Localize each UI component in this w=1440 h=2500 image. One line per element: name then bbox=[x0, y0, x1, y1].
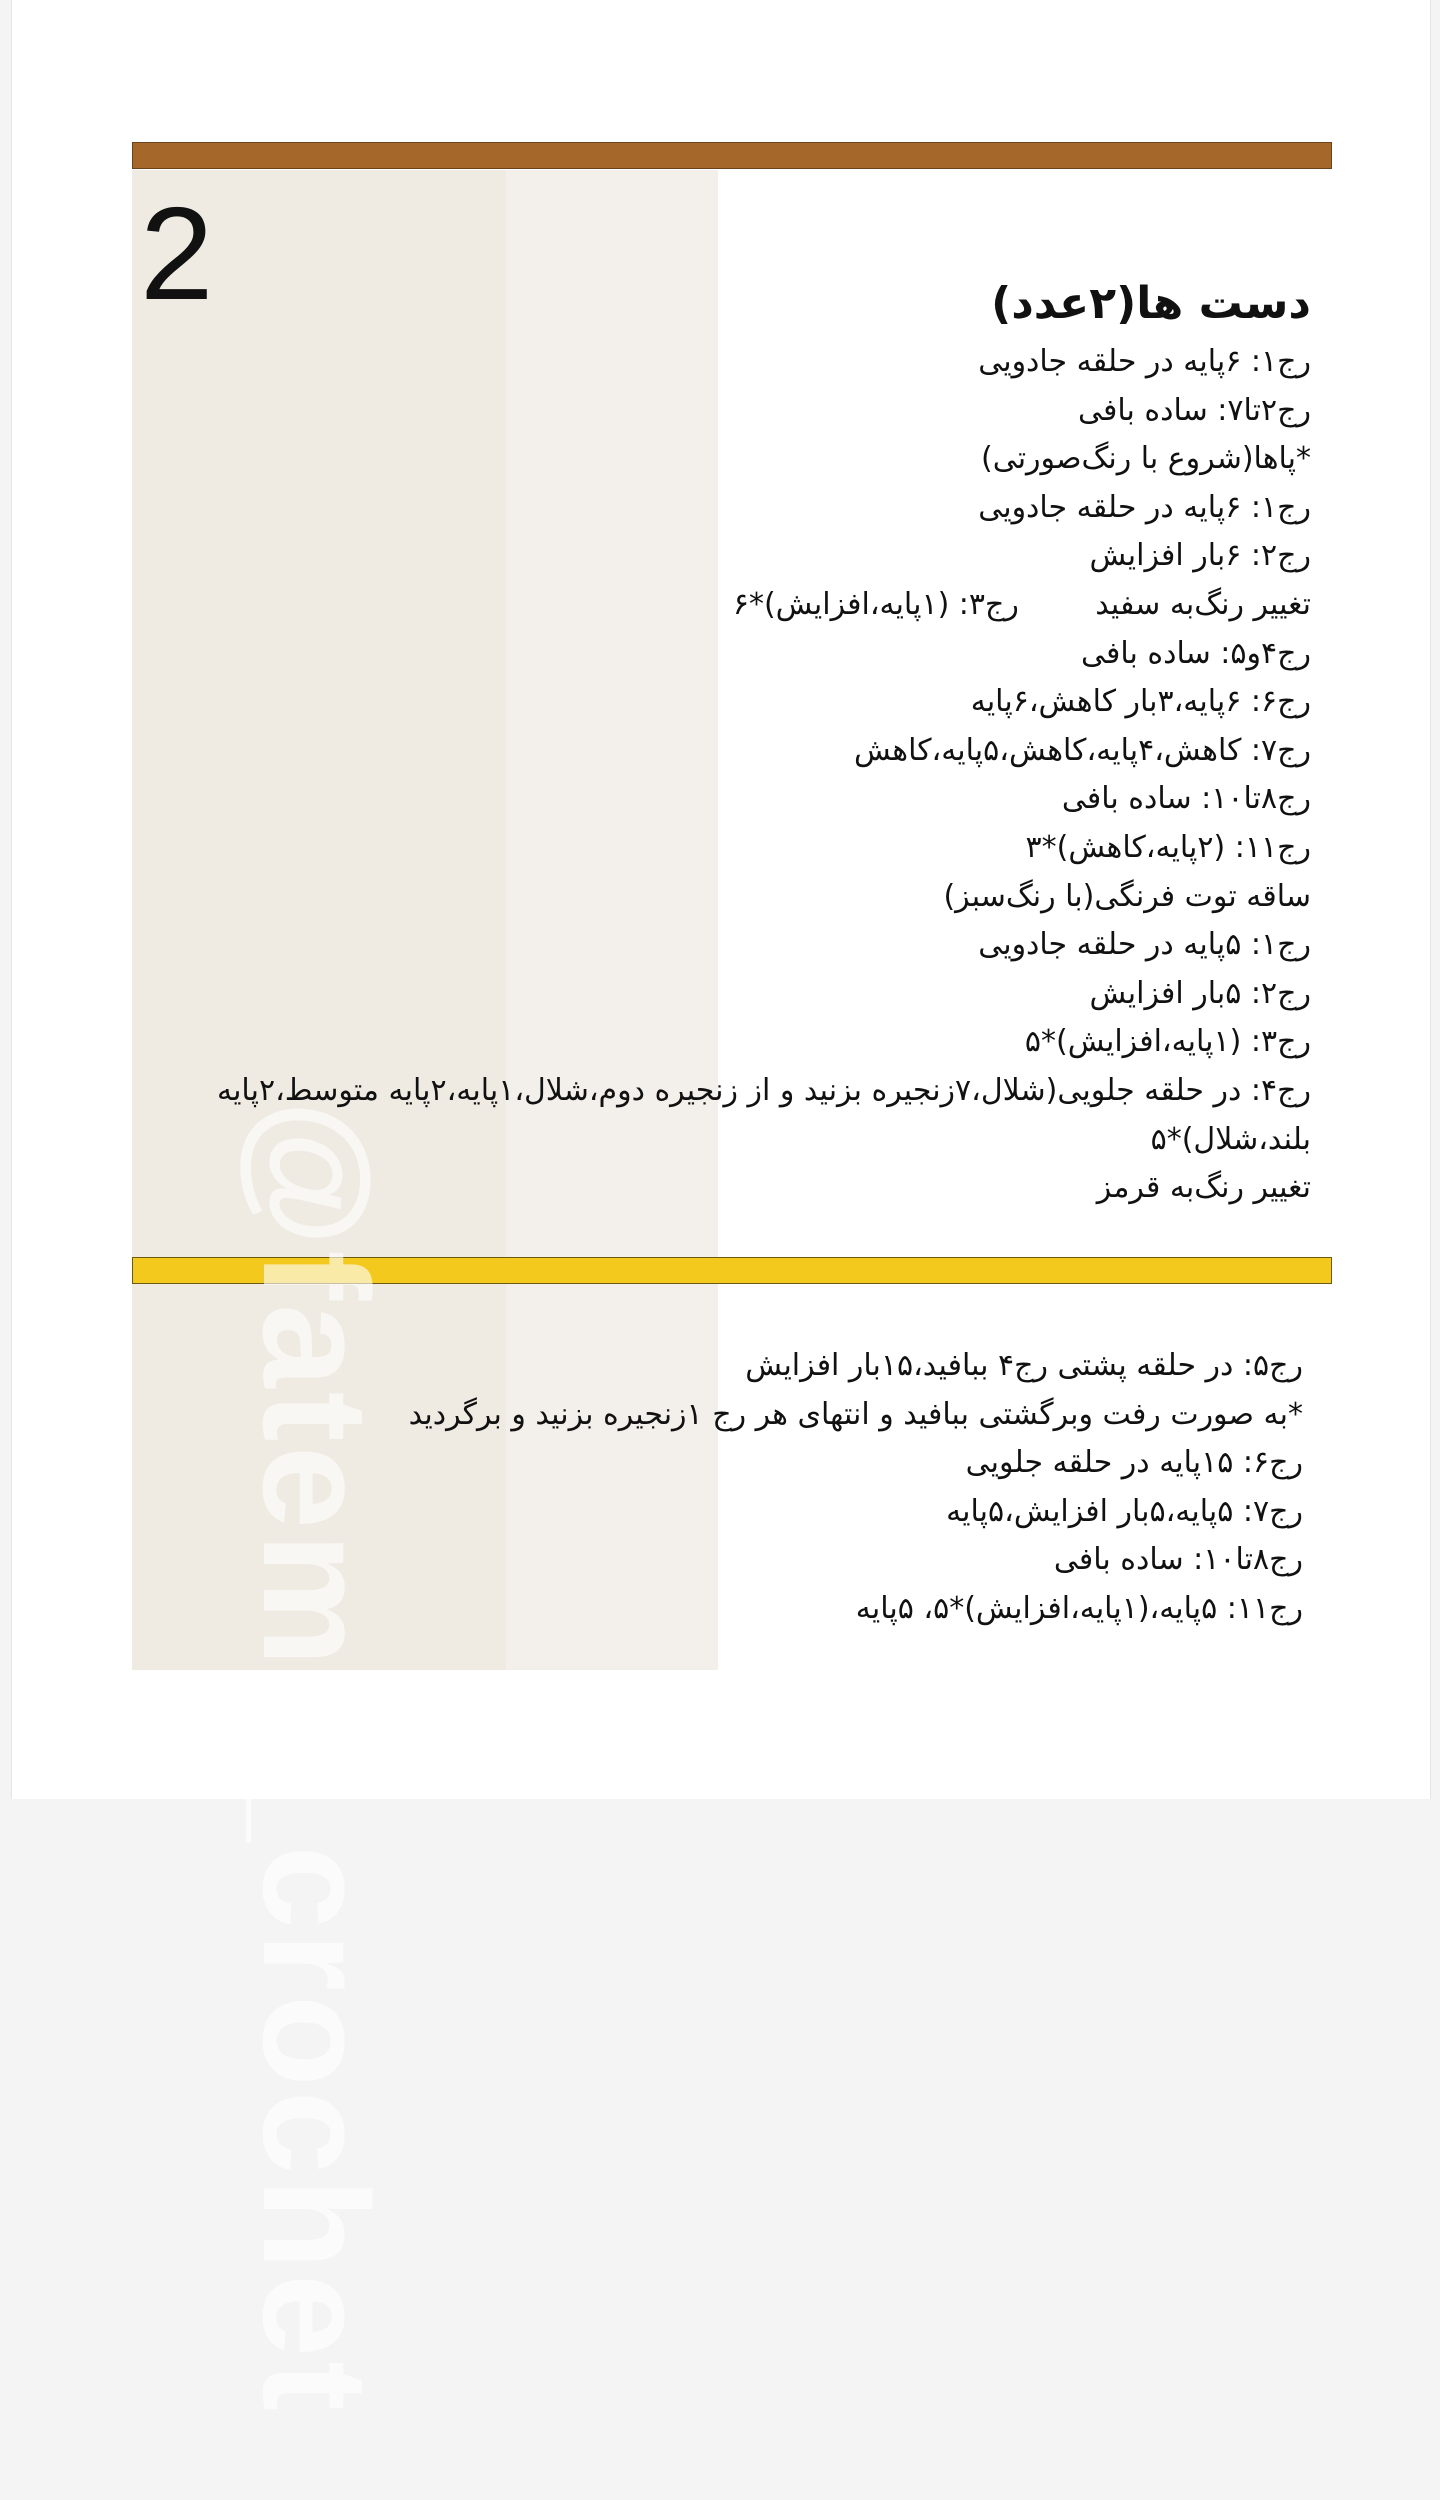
pattern-section-2 bbox=[53, 1342, 1303, 1634]
pattern-line: رج۳: (۱پایه،افزایش)*۵ bbox=[1024, 1024, 1311, 1060]
pattern-line: رج۱: ۶پایه در حلقه جادویی bbox=[978, 489, 1311, 525]
pattern-line: رج۱: ۶پایه در حلقه جادویی bbox=[978, 344, 1311, 379]
pattern-line: رج۵: در حلقه پشتی رج۴ ببافید،۱۵بار افزایش bbox=[745, 1348, 1303, 1383]
pattern-line: رج۱۱: ۵پایه،(۱پایه،افزایش)*۵، ۵پایه bbox=[855, 1590, 1303, 1626]
pattern-line: رج۱: ۵پایه در حلقه جادویی bbox=[978, 927, 1311, 963]
pattern-line: رج۸تا۱۰: ساده بافی bbox=[1053, 1542, 1303, 1578]
pattern-line: ساقه توت فرنگی(با رنگ‌سبز) bbox=[943, 878, 1311, 914]
pattern-line: رج۷: کاهش،۴پایه،کاهش،۵پایه،کاهش bbox=[854, 732, 1311, 768]
pattern-line: رج۴و۵: ساده بافی bbox=[1081, 635, 1311, 671]
pattern-line: *پاها(شروع با رنگ‌صورتی) bbox=[981, 441, 1311, 477]
pattern-line: تغییر رنگ‌به قرمز bbox=[1096, 1170, 1311, 1206]
pattern-line: رج۸تا۱۰: ساده بافی bbox=[1061, 781, 1311, 817]
pattern-line: رج۱۱: (۲پایه،کاهش)*۳ bbox=[1025, 829, 1311, 865]
pattern-section-1 bbox=[61, 272, 1311, 1213]
pattern-line: *به صورت رفت وبرگشتی ببافید و انتهای هر رج ۱زنجیره بزنید و برگردید bbox=[408, 1396, 1303, 1432]
page-number: 2 bbox=[140, 180, 214, 327]
pattern-line: تغییر رنگ‌به سفید رج۳: (۱پایه،افزایش)*۶ bbox=[732, 586, 1311, 622]
watermark: @fateme_crochet bbox=[232, 1100, 400, 2416]
pattern-line: رج۶: ۱۵پایه در حلقه جلویی bbox=[965, 1445, 1303, 1481]
top-brown-bar bbox=[132, 142, 1332, 169]
document-page bbox=[11, 0, 1431, 2416]
pattern-line: رج۷: ۵پایه،۵بار افزایش،۵پایه bbox=[946, 1493, 1303, 1529]
pattern-line: رج۶: ۶پایه،۳بار کاهش،۶پایه bbox=[970, 684, 1311, 720]
pattern-line: رج۲: ۵بار افزایش bbox=[1089, 975, 1311, 1011]
pattern-line: رج۲تا۷: ساده بافی bbox=[1078, 392, 1311, 428]
pattern-line: رج۲: ۶بار افزایش bbox=[1089, 538, 1311, 574]
pattern-line: رج۴: در حلقه جلویی(شلال،۷زنجیره بزنید و از زنجیره دوم،شلال،۱پایه،۲پایه متوسط،۲پایه بلند،شلال)*۵ bbox=[217, 1072, 1311, 1157]
section-heading: دست ها(۲عدد) bbox=[991, 278, 1311, 329]
